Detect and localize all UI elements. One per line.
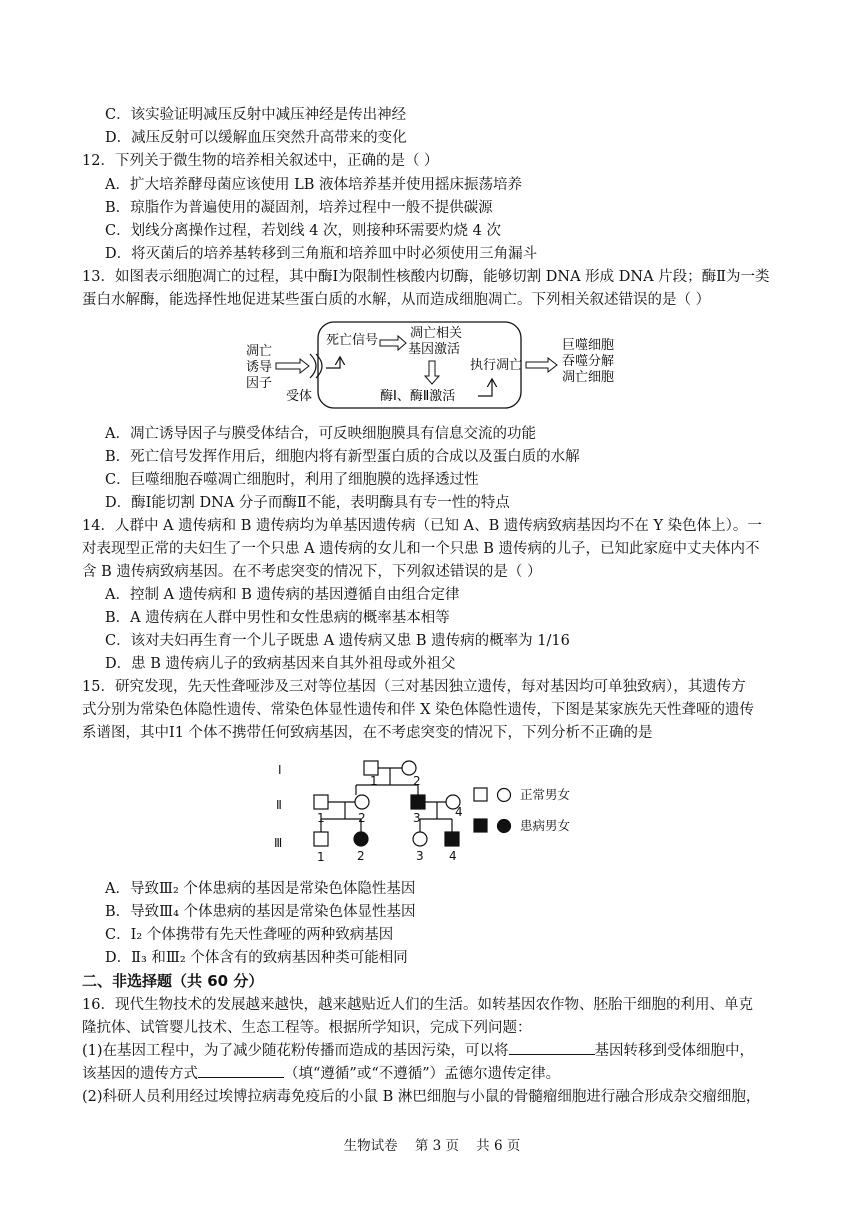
q14-stem-line3: 含 B 遗传病致病基因。在不考虑突变的情况下，下列叙述错误的是（ ） bbox=[82, 564, 542, 580]
hollow-arrow bbox=[276, 359, 309, 373]
legend-female-affected bbox=[498, 820, 511, 833]
q14-option-b: B．A 遗传病在人群中男性和女性患病的概率基本相等 bbox=[105, 610, 450, 626]
q16-stem-line1: 16．现代生物技术的发展越来越快，越来越贴近人们的生活。如转基因农作物、胚胎干细胞的利用、单克 bbox=[82, 997, 753, 1013]
legend-male-normal bbox=[474, 788, 487, 801]
individual-number: 1 bbox=[317, 811, 325, 825]
inducer-label: 凋亡 bbox=[246, 344, 273, 359]
bent-arrow bbox=[478, 380, 492, 396]
hollow-arrow bbox=[526, 358, 557, 372]
page-footer: 生物试卷 第 3 页 共 6 页 bbox=[343, 1138, 521, 1154]
q16-stem-line2: 隆抗体、试管婴儿技术、生态工程等。根据所学知识，完成下列问题： bbox=[82, 1020, 532, 1036]
individual-number: 1 bbox=[317, 850, 325, 864]
q16-text: 该基因的遗传方式 bbox=[82, 1066, 198, 1082]
answer-blank[interactable] bbox=[509, 1040, 595, 1055]
female-normal bbox=[402, 761, 416, 775]
bent-arrow bbox=[326, 358, 340, 368]
q14-stem-line1: 14．人群中 A 遗传病和 B 遗传病均为单基因遗传病（已知 A、B 遗传病致病基因均不在 Y 染色体上）。一 bbox=[82, 518, 762, 534]
individual-number: 2 bbox=[357, 849, 365, 863]
q12-option-a: A．扩大培养酵母菌应该使用 LB 液体培养基并使用摇床振荡培养 bbox=[105, 177, 522, 193]
hollow-arrow bbox=[425, 361, 439, 384]
receptor-shape bbox=[310, 354, 316, 378]
q16-part1-line1 bbox=[82, 1040, 788, 1063]
individual-number: 3 bbox=[416, 849, 424, 863]
hollow-arrow bbox=[380, 336, 406, 350]
legend-normal-label: 正常男女 bbox=[520, 787, 571, 802]
q15-option-a: A．导致Ⅲ₂ 个体患病的基因是常染色体隐性基因 bbox=[105, 881, 416, 897]
q16-text: (1)在基因工程中，为了减少随花粉传播而造成的基因污染，可以将 bbox=[82, 1043, 509, 1059]
pedigree-chart bbox=[0, 752, 864, 872]
q13-option-a: A．凋亡诱导因子与膜受体结合，可反映细胞膜具有信息交流的功能 bbox=[105, 426, 536, 442]
macrophage-label: 凋亡细胞 bbox=[562, 370, 615, 385]
generation-label: Ⅲ bbox=[274, 836, 283, 850]
individual-number: 1 bbox=[370, 774, 378, 788]
q14-option-a: A．控制 A 遗传病和 B 遗传病的基因遵循自由组合定律 bbox=[105, 587, 460, 603]
execute-apoptosis-label: 执行凋亡 bbox=[470, 358, 523, 373]
macrophage-label: 吞噬分解 bbox=[562, 354, 615, 369]
female-normal bbox=[355, 795, 369, 809]
answer-blank[interactable] bbox=[198, 1063, 284, 1078]
gene-activation-label: 凋亡相关 bbox=[410, 326, 463, 341]
individual-number: 2 bbox=[358, 811, 366, 825]
q16-text: （填“遵循”或“不遵循”）孟德尔遗传定律。 bbox=[284, 1066, 561, 1082]
q15-option-c: C．I₂ 个体携带有先天性聋哑的两种致病基因 bbox=[105, 927, 394, 943]
death-signal-label: 死亡信号 bbox=[326, 333, 379, 348]
individual-number: 4 bbox=[455, 805, 463, 819]
q12-option-c: C．划线分离操作过程，若划线 4 次，则接种环需要灼烧 4 次 bbox=[105, 223, 501, 239]
male-normal bbox=[364, 761, 378, 775]
q13-stem-line2: 蛋白水解酶，能选择性地促进某些蛋白质的水解，从而造成细胞凋亡。下列相关叙述错误的是（ ） bbox=[82, 292, 711, 308]
q15-option-b: B．导致Ⅲ₄ 个体患病的基因是常染色体显性基因 bbox=[105, 904, 416, 920]
receptor-shape bbox=[316, 354, 322, 378]
q14-option-d: D．患 B 遗传病儿子的致病基因来自其外祖母或外祖父 bbox=[105, 656, 456, 672]
individual-number: 3 bbox=[413, 811, 421, 825]
enzyme-activation-label: 酶Ⅰ、酶Ⅱ激活 bbox=[380, 389, 456, 404]
q13-stem-line1: 13．如图表示细胞凋亡的过程，其中酶Ⅰ为限制性核酸内切酶，能够切割 DNA 形成 DNA 片段；酶Ⅱ为一类 bbox=[82, 269, 770, 285]
q13-option-c: C．巨噬细胞吞噬凋亡细胞时，利用了细胞膜的选择透过性 bbox=[105, 472, 479, 488]
q11-option-c: C．该实验证明减压反射中减压神经是传出神经 bbox=[105, 107, 407, 123]
male-affected bbox=[411, 795, 425, 809]
q16-part2-line1: (2)科研人员利用经过埃博拉病毒免疫后的小鼠 B 淋巴细胞与小鼠的骨髓瘤细胞进行融合形成杂交瘤细胞， bbox=[82, 1089, 761, 1105]
q15-stem-line2: 式分别为常染色体隐性遗传、常染色体显性遗传和伴 X 染色体隐性遗传，下图是某家族先天性聋哑的遗传 bbox=[82, 702, 755, 718]
male-affected bbox=[445, 832, 459, 846]
q13-option-b: B．死亡信号发挥作用后，细胞内将有新型蛋白质的合成以及蛋白质的水解 bbox=[105, 449, 580, 465]
q15-option-d: D．Ⅱ₃ 和Ⅲ₂ 个体含有的致病基因种类可能相同 bbox=[105, 950, 408, 966]
apoptosis-diagram bbox=[0, 318, 864, 413]
macrophage-label: 巨噬细胞 bbox=[562, 338, 615, 353]
male-normal bbox=[314, 832, 328, 846]
q15-stem-line3: 系谱图，其中Ⅰ1 个体不携带任何致病基因，在不考虑突变的情况下，下列分析不正确的是 bbox=[82, 725, 653, 741]
generation-label: I bbox=[278, 763, 282, 777]
q13-option-d: D．酶Ⅰ能切割 DNA 分子而酶Ⅱ不能，表明酶具有专一性的特点 bbox=[105, 495, 510, 511]
legend-male-affected bbox=[474, 819, 487, 832]
legend-female-normal bbox=[498, 789, 511, 802]
q11-option-d: D．减压反射可以缓解血压突然升高带来的变化 bbox=[105, 130, 407, 146]
inducer-label: 因子 bbox=[246, 376, 273, 391]
q12-option-d: D．将灭菌后的培养基转移到三角瓶和培养皿中时必须使用三角漏斗 bbox=[105, 246, 538, 262]
generation-label: Ⅱ bbox=[276, 798, 282, 812]
legend-affected-label: 患病男女 bbox=[520, 818, 571, 833]
inducer-label: 诱导 bbox=[246, 360, 273, 375]
male-normal bbox=[314, 795, 328, 809]
q14-option-c: C．该对夫妇再生育一个儿子既患 A 遗传病又患 B 遗传病的概率为 1/16 bbox=[105, 633, 570, 649]
female-normal bbox=[413, 832, 427, 846]
q12-stem: 12．下列关于微生物的培养相关叙述中，正确的是（ ） bbox=[82, 153, 439, 169]
receptor-label: 受体 bbox=[286, 389, 313, 404]
q12-option-b: B．琼脂作为普遍使用的凝固剂，培养过程中一般不提供碳源 bbox=[105, 200, 493, 216]
individual-number: 2 bbox=[413, 774, 421, 788]
gene-activation-label: 基因激活 bbox=[408, 342, 461, 357]
female-affected bbox=[354, 832, 368, 846]
q16-text: 基因转移到受体细胞中， bbox=[594, 1043, 755, 1059]
q15-stem-line1: 15．研究发现，先天性聋哑涉及三对等位基因（三对基因独立遗传，每对基因均可单独致病），其遗传方 bbox=[82, 679, 746, 695]
q14-stem-line2: 对表现型正常的夫妇生了一个只患 A 遗传病的女儿和一个只患 B 遗传病的儿子，已知此家庭中丈夫体内不 bbox=[82, 541, 760, 557]
individual-number: 4 bbox=[449, 849, 457, 863]
section-heading: 二、非选择题（共 60 分） bbox=[82, 972, 264, 990]
q16-part1-line2 bbox=[82, 1063, 788, 1086]
